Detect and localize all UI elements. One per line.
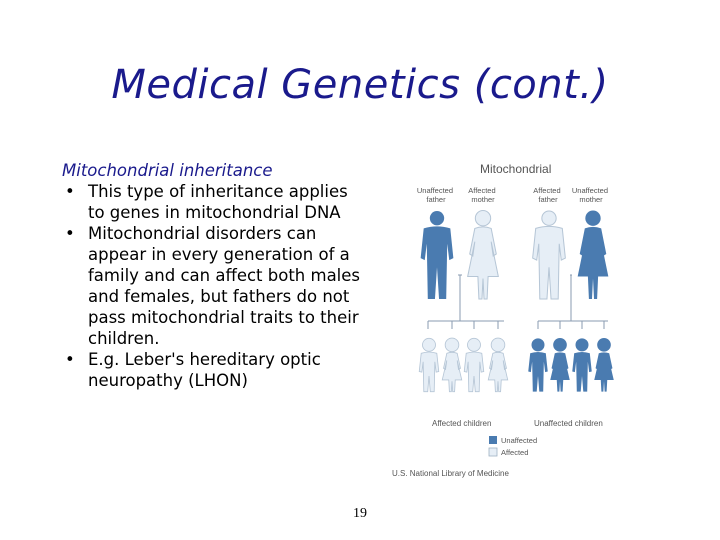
unaffected-children-label: Unaffected children xyxy=(534,419,603,428)
affected-son-icon xyxy=(419,338,439,391)
unaffected-daughter-icon xyxy=(594,338,614,392)
label-unaffected-mother xyxy=(572,186,610,204)
bullet-icon: • xyxy=(65,224,75,243)
label-unaffected-father xyxy=(417,186,455,204)
figure-title: Mitochondrial xyxy=(480,162,552,176)
unaffected-mother-icon xyxy=(578,211,609,299)
legend-unaffected-swatch xyxy=(489,436,497,444)
affected-father-icon xyxy=(533,211,566,299)
slide-title: Medical Genetics (cont.) xyxy=(111,62,609,108)
label-affected-father xyxy=(533,186,562,204)
label-line: mother xyxy=(579,195,603,204)
figure-credit: U.S. National Library of Medicine xyxy=(392,469,509,478)
bullet-text: E.g. Leber's hereditary optic neuropathy (LHON) xyxy=(88,350,321,390)
bullet-text: This type of inheritance applies to genes in mitochondrial DNA xyxy=(88,182,348,222)
page-number: 19 xyxy=(353,506,367,521)
label-affected-mother xyxy=(468,186,497,204)
legend-unaffected-label: Unaffected xyxy=(501,436,538,445)
legend-affected-swatch xyxy=(489,448,497,456)
affected-children-label: Affected children xyxy=(432,419,492,428)
bullet-item xyxy=(62,223,362,349)
unaffected-son-icon xyxy=(572,338,592,391)
unaffected-son-icon xyxy=(528,338,548,391)
unaffected-father-icon xyxy=(421,211,454,299)
bullet-icon: • xyxy=(65,350,75,369)
legend-affected-label: Affected xyxy=(501,448,529,457)
label-line: Affected xyxy=(533,186,561,195)
bullet-icon: • xyxy=(65,182,75,201)
affected-son-icon xyxy=(464,338,484,391)
label-line: father xyxy=(426,195,446,204)
label-line: Affected xyxy=(468,186,496,195)
affected-mother-icon xyxy=(468,211,499,299)
bullet-list xyxy=(62,181,362,391)
affected-daughter-icon xyxy=(442,338,462,392)
pedigree-diagram xyxy=(392,155,620,485)
pedigree-lines xyxy=(428,275,608,329)
unaffected-daughter-icon xyxy=(550,338,570,392)
bullet-item xyxy=(62,349,362,391)
slide-body xyxy=(62,160,362,391)
bullet-item xyxy=(62,181,362,223)
bullet-text: Mitochondrial disorders can appear in every generation of a family and can affect both males and females, but fathers do not pass mitochondrial traits to their children. xyxy=(88,224,361,348)
label-line: Unaffected xyxy=(571,186,609,195)
label-line: mother xyxy=(471,195,495,204)
section-heading: Mitochondrial inheritance xyxy=(62,161,273,180)
affected-daughter-icon xyxy=(488,338,508,392)
label-line: Unaffected xyxy=(416,186,454,195)
label-line: father xyxy=(538,195,558,204)
